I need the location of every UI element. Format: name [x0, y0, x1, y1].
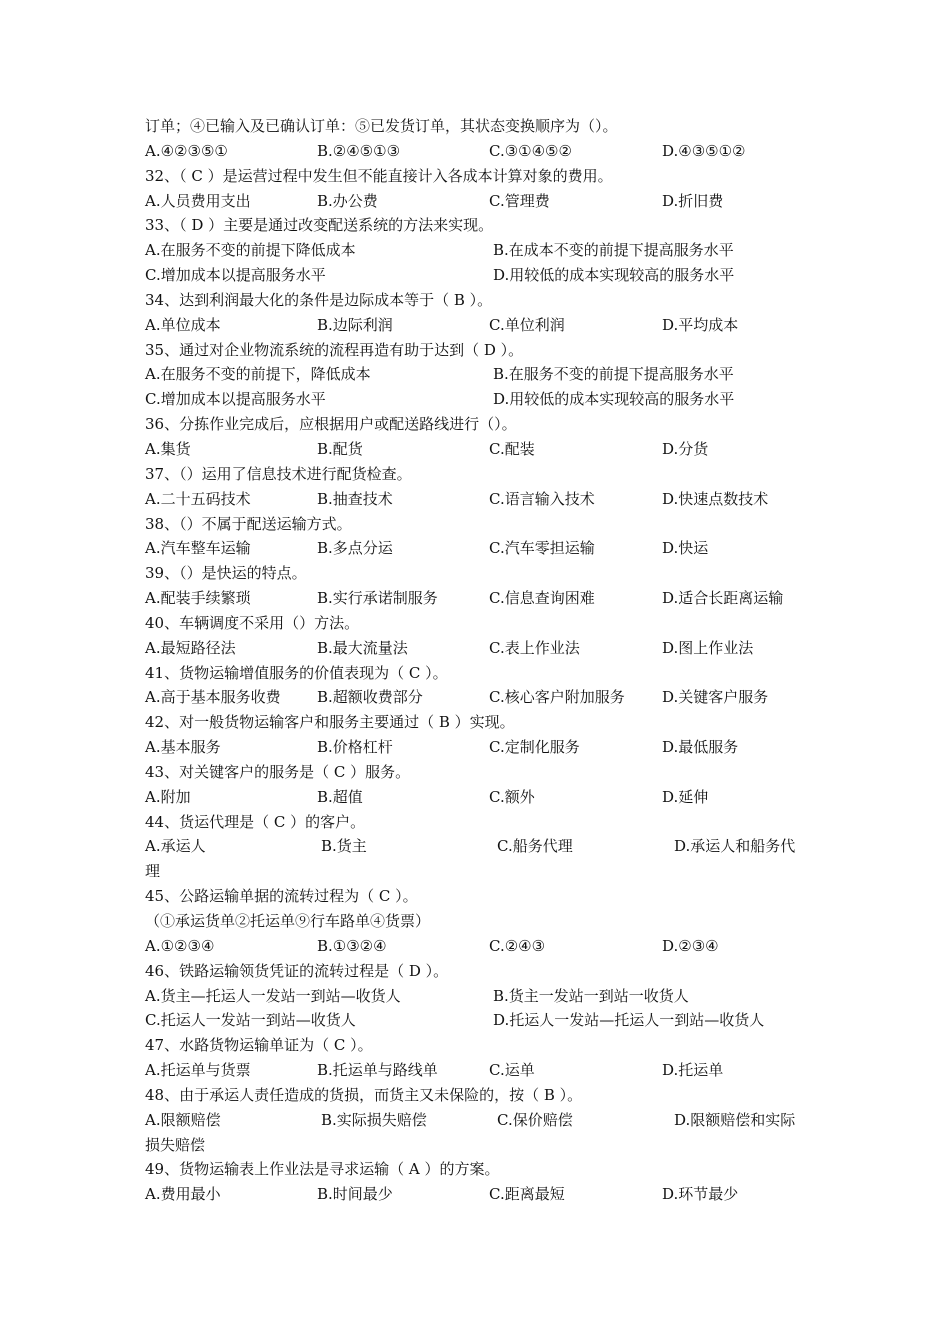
answer-option: B.托运单与路线单	[317, 1061, 438, 1080]
options-row	[145, 1182, 825, 1207]
answer-option: A.货主—托运人一发站一到站—收货人	[145, 986, 401, 1005]
answer-option: B.价格杠杆	[317, 738, 393, 757]
answer-option: B.多点分运	[317, 539, 393, 558]
text-line: 40、车辆调度不采用（）方法。	[145, 613, 360, 632]
options-row	[145, 834, 825, 859]
options-row	[145, 685, 825, 710]
answer-option: C.汽车零担运输	[489, 539, 595, 558]
options-row	[145, 1058, 825, 1083]
answer-option: B.超额收费部分	[317, 688, 423, 707]
text-line: 损失赔偿	[145, 1135, 206, 1154]
answer-option: D.用较低的成本实现较高的服务水平	[493, 390, 735, 409]
answer-option: A.最短路径法	[145, 638, 236, 657]
text-line: 45、公路运输单据的流转过程为（ C ）。	[145, 887, 418, 906]
answer-option: A.费用最小	[145, 1185, 221, 1204]
options-row	[145, 1008, 825, 1033]
answer-option: D.折旧费	[662, 191, 724, 210]
options-row	[145, 189, 825, 214]
options-row	[145, 437, 825, 462]
answer-option: B.超值	[317, 787, 363, 806]
answer-option: A.托运单与货票	[145, 1061, 251, 1080]
answer-option: C.表上作业法	[489, 638, 580, 657]
answer-option: C.增加成本以提高服务水平	[145, 390, 326, 409]
answer-option: A.①②③④	[145, 936, 215, 955]
answer-option: A.单位成本	[145, 315, 221, 334]
answer-option: B.②④⑤①③	[317, 141, 401, 160]
answer-option: D.托运人一发站—托运人一到站—收货人	[493, 1011, 765, 1030]
answer-option: C.托运人一发站一到站—收货人	[145, 1011, 356, 1030]
options-row	[145, 636, 825, 661]
answer-option: A.配装手续繁琐	[145, 589, 251, 608]
options-row	[145, 362, 825, 387]
answer-option: A.二十五码技术	[145, 489, 251, 508]
answer-option: D.关键客户服务	[662, 688, 769, 707]
answer-option: D.②③④	[662, 936, 719, 955]
answer-option: A.在服务不变的前提下降低成本	[145, 241, 356, 260]
text-line: （①承运货单②托运单⑨行车路单④货票）	[145, 912, 431, 930]
answer-option: D.快运	[662, 539, 709, 558]
answer-option: B.货主	[321, 837, 367, 856]
answer-option: D.用较低的成本实现较高的服务水平	[493, 266, 735, 285]
answer-option: B.在服务不变的前提下提高服务水平	[493, 365, 734, 384]
answer-option: A.承运人	[145, 837, 206, 856]
answer-option: B.实际损失赔偿	[321, 1110, 427, 1129]
answer-option: B.①③②④	[317, 936, 387, 955]
answer-option: D.托运单	[662, 1061, 724, 1080]
text-line: 43、对关键客户的服务是（ C ）服务。	[145, 762, 411, 781]
text-line: 46、铁路运输领货凭证的流转过程是（ D ）。	[145, 961, 449, 980]
answer-option: C.②④③	[489, 936, 546, 955]
answer-option: C.配装	[489, 439, 535, 458]
answer-option: A.集货	[145, 439, 191, 458]
answer-option: C.管理费	[489, 191, 550, 210]
answer-option: A.汽车整车运输	[145, 539, 251, 558]
options-row	[145, 487, 825, 512]
text-line: 48、由于承运人责任造成的货损，而货主又未保险的，按（ B ）。	[145, 1085, 583, 1104]
text-line: 33、（ D ）主要是通过改变配送系统的方法来实现。	[145, 216, 494, 235]
answer-option: D.分货	[662, 439, 709, 458]
answer-option: C.语言输入技术	[489, 489, 595, 508]
answer-option: B.在成本不变的前提下提高服务水平	[493, 241, 734, 260]
text-line: 44、货运代理是（ C ）的客户。	[145, 812, 366, 831]
document-page	[145, 114, 825, 1207]
answer-option: A.④②③⑤①	[145, 141, 228, 160]
answer-option: C.信息查询困难	[489, 589, 595, 608]
options-row	[145, 238, 825, 263]
answer-option: C.单位利润	[489, 315, 565, 334]
answer-option: D.环节最少	[662, 1185, 739, 1204]
answer-option: A.附加	[145, 787, 191, 806]
answer-option: D.④③⑤①②	[662, 141, 746, 160]
answer-option: C.定制化服务	[489, 738, 580, 757]
answer-option: C.③①④⑤②	[489, 141, 572, 160]
options-row	[145, 984, 825, 1009]
answer-option: D.平均成本	[662, 315, 739, 334]
answer-option: B.配货	[317, 439, 363, 458]
text-line: 32、（ C ）是运营过程中发生但不能直接计入各成本计算对象的费用。	[145, 166, 613, 185]
answer-option: B.办公费	[317, 191, 378, 210]
answer-option: A.限额赔偿	[145, 1110, 221, 1129]
answer-option: D.延伸	[662, 787, 709, 806]
text-line: 35、通过对企业物流系统的流程再造有助于达到（ D ）。	[145, 340, 524, 359]
answer-option: D.最低服务	[662, 738, 739, 757]
text-line: 37、（）运用了信息技术进行配货检查。	[145, 464, 412, 483]
answer-option: C.运单	[489, 1061, 535, 1080]
answer-option: C.距离最短	[489, 1185, 565, 1204]
text-line: 47、水路货物运输单证为（ C ）。	[145, 1036, 373, 1055]
options-row	[145, 313, 825, 338]
options-row	[145, 387, 825, 412]
answer-option: C.船务代理	[497, 837, 573, 856]
answer-option: C.核心客户附加服务	[489, 688, 625, 707]
text-line: 34、达到利润最大化的条件是边际成本等于（ B ）。	[145, 290, 493, 309]
text-line: 理	[145, 862, 161, 881]
answer-option: C.额外	[489, 787, 535, 806]
answer-option: D.承运人和船务代	[674, 837, 796, 856]
text-line: 49、货物运输表上作业法是寻求运输（ A ）的方案。	[145, 1160, 500, 1179]
answer-option: A.高于基本服务收费	[145, 688, 281, 707]
text-line: 38、（）不属于配送运输方式。	[145, 514, 352, 533]
answer-option: D.快速点数技术	[662, 489, 769, 508]
options-row	[145, 586, 825, 611]
options-row	[145, 785, 825, 810]
answer-option: B.货主一发站一到站一收货人	[493, 986, 689, 1005]
options-row	[145, 735, 825, 760]
text-line: 36、分拣作业完成后，应根据用户或配送路线进行（）。	[145, 415, 517, 434]
answer-option: B.时间最少	[317, 1185, 393, 1204]
answer-option: C.增加成本以提高服务水平	[145, 266, 326, 285]
options-row	[145, 536, 825, 561]
answer-option: A.基本服务	[145, 738, 221, 757]
text-line: 42、对一般货物运输客户和服务主要通过（ B ）实现。	[145, 713, 515, 732]
answer-option: B.边际利润	[317, 315, 393, 334]
answer-option: D.限额赔偿和实际	[674, 1110, 796, 1129]
answer-option: B.抽查技术	[317, 489, 393, 508]
text-line: 订单；④已输入及已确认订单：⑤已发货订单，其状态变换顺序为（）。	[145, 117, 618, 135]
text-line: 41、货物运输增值服务的价值表现为（ C ）。	[145, 663, 448, 682]
answer-option: C.保价赔偿	[497, 1110, 573, 1129]
text-line: 39、（）是快运的特点。	[145, 564, 307, 583]
options-row	[145, 263, 825, 288]
answer-option: A.在服务不变的前提下，降低成本	[145, 365, 371, 384]
options-row	[145, 934, 825, 959]
options-row	[145, 139, 825, 164]
answer-option: B.最大流量法	[317, 638, 408, 657]
answer-option: D.图上作业法	[662, 638, 754, 657]
answer-option: A.人员费用支出	[145, 191, 251, 210]
answer-option: D.适合长距离运输	[662, 589, 784, 608]
options-row	[145, 1108, 825, 1133]
answer-option: B.实行承诺制服务	[317, 589, 438, 608]
